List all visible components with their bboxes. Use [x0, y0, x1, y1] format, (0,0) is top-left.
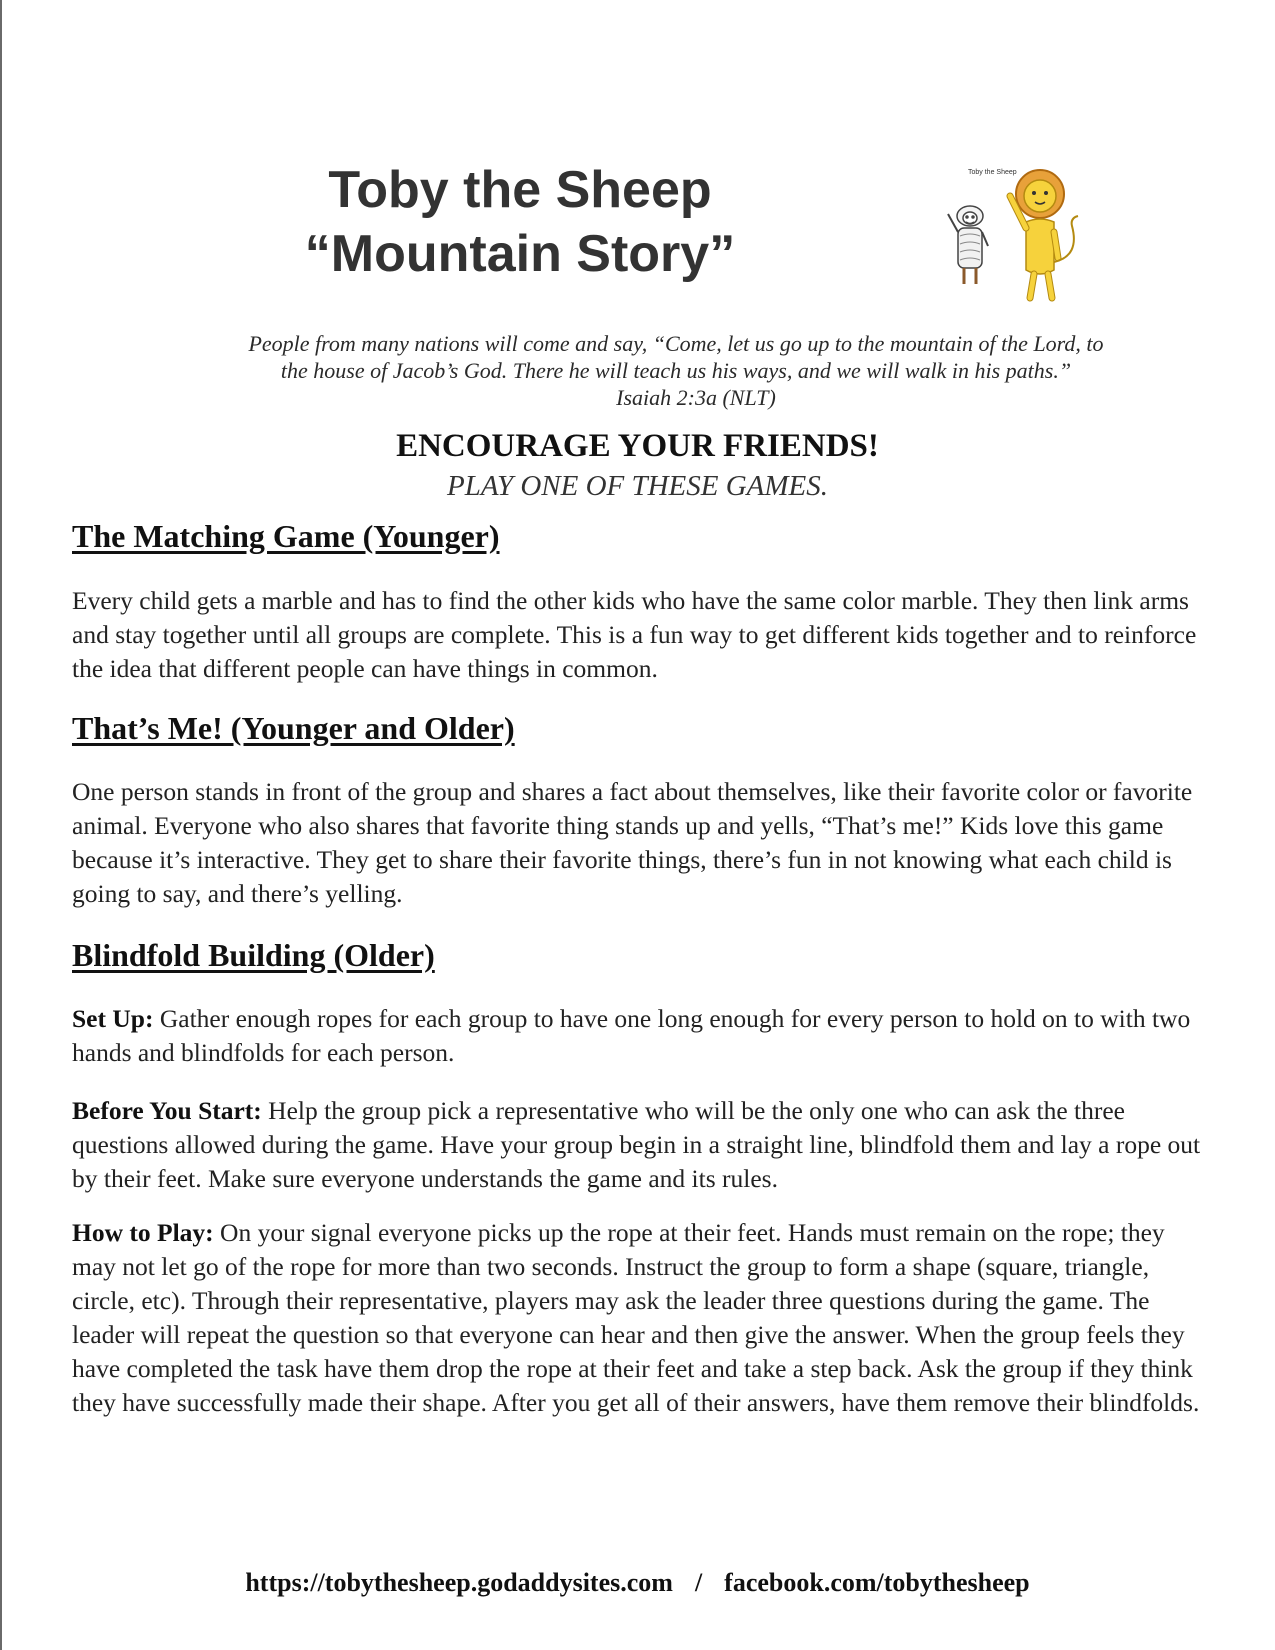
title-line-2: “Mountain Story” — [304, 225, 736, 283]
section-body-matching-game: Every child gets a marble and has to find the other kids who have the same color marble. They then link arms and stay together until all groups are complete. This is a fun way to get different kids together and to reinforce the idea that different people can have things in common. — [72, 586, 1197, 683]
logo-caption: Toby the Sheep — [968, 169, 1017, 176]
verse-reference: Isaiah 2:3a (NLT) — [616, 385, 776, 410]
paragraph-how-to-play — [72, 1216, 1212, 1420]
text-before-you-start: Help the group pick a representative who will be the only one who can ask the three questions allowed during the game. Have your group begin in a straight line, blindfold them and lay a rope out by their feet. Make sure everyone understands the game and its rules. — [72, 1096, 1201, 1193]
facebook-link[interactable]: facebook.com/tobythesheep — [724, 1568, 1030, 1597]
scripture-verse — [136, 330, 1216, 411]
website-link[interactable]: https://tobythesheep.godaddysites.com — [245, 1568, 673, 1597]
page-edge — [0, 0, 2, 1650]
section-body-thats-me: One person stands in front of the group and shares a fact about themselves, like their favorite color or favorite animal. Everyone who also shares that favorite thing stands up and yells, “That’s me!” Kids love this game because it’s interactive. They get to share their favorite things, there’s fun in not knowing what each child is going to say, and there’s yelling. — [72, 777, 1193, 908]
label-before-you-start: Before You Start: — [72, 1096, 262, 1125]
label-how-to-play: How to Play: — [72, 1218, 214, 1247]
page-title — [230, 158, 810, 286]
text-set-up: Gather enough ropes for each group to have one long enough for every person to hold on to with two hands and blindfolds for each person. — [72, 1004, 1191, 1067]
title-line-1: Toby the Sheep — [328, 161, 712, 219]
text-how-to-play: On your signal everyone picks up the rope at their feet. Hands must remain on the rope; they may not let go of the rope for more than two seconds. Instruct the group to form a shape (square, triangle, circle, etc). Through their representative, players may ask the leader three questions during the game. The leader will repeat the question so that everyone can hear and then give the answer. When the group feels they have completed the task have them drop the rope at their feet and take a step back. Ask the group if they think they have successfully made their shape. After you get all of their answers, have them remove their blindfolds. — [72, 1218, 1200, 1417]
section-title-thats-me: That’s Me! (Younger and Older) — [72, 710, 515, 746]
sheep-icon — [948, 206, 988, 284]
main-heading: ENCOURAGE YOUR FRIENDS! — [396, 428, 879, 464]
footer-separator: / — [694, 1568, 703, 1597]
sub-heading: PLAY ONE OF THESE GAMES. — [446, 470, 829, 502]
paragraph-before-you-start — [72, 1094, 1212, 1196]
section-title-matching-game: The Matching Game (Younger) — [72, 518, 500, 554]
footer — [0, 1568, 1275, 1598]
verse-line-1: People from many nations will come and say, “Come, let us go up to the mountain of the Lord, to — [248, 331, 1104, 356]
verse-line-2: the house of Jacob’s God. There he will teach us his ways, and we will walk in his paths.” — [280, 358, 1072, 383]
section-title-blindfold-building: Blindfold Building (Older) — [72, 937, 435, 973]
toby-logo — [940, 166, 1110, 316]
paragraph-set-up — [72, 1002, 1212, 1070]
lion-icon — [1010, 170, 1078, 298]
label-set-up: Set Up: — [72, 1004, 154, 1033]
